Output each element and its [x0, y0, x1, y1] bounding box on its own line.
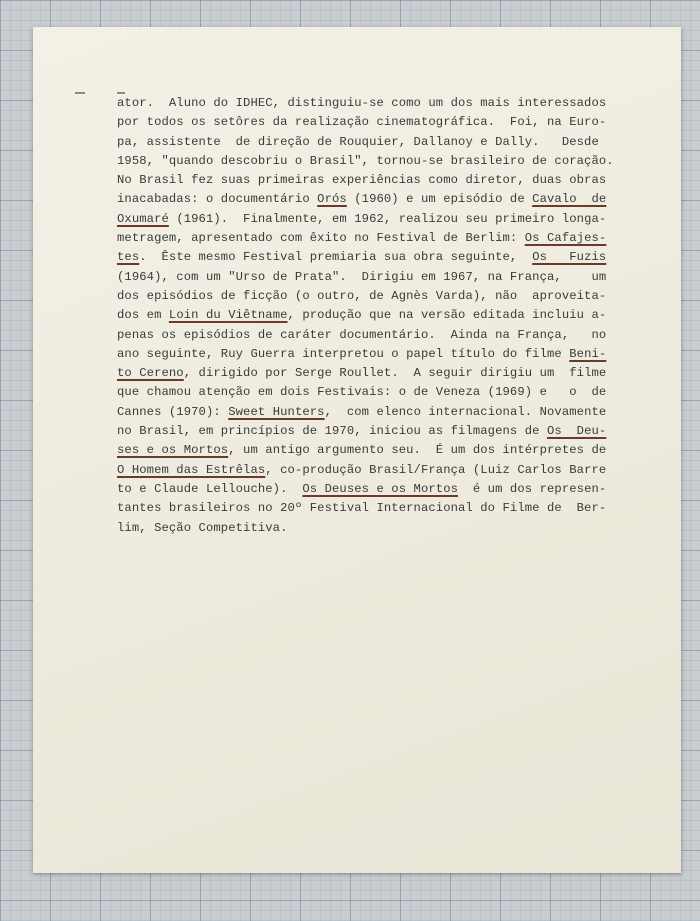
text-segment: , produção que na versão editada incluiu a-	[287, 308, 607, 323]
text-line	[117, 133, 637, 152]
text-line	[117, 403, 637, 422]
text-segment: , dirigido por Serge Roullet. A seguir dirigiu um filme	[183, 366, 607, 381]
paper-mark-left	[75, 92, 85, 94]
text-line	[117, 113, 637, 132]
underlined-title: Loin du Viêtname	[168, 308, 288, 323]
underlined-title: Orós	[317, 192, 347, 207]
text-segment: ano seguinte, Ruy Guerra interpretou o papel título do filme	[117, 346, 570, 361]
text-segment: metragem, apresentado com êxito no Festival de Berlim:	[117, 231, 525, 246]
text-segment: (1961). Finalmente, em 1962, realizou seu primeiro longa-	[168, 211, 607, 226]
text-segment: por todos os setôres da realização cinematográfica. Foi, na Euro-	[117, 115, 607, 130]
text-segment: inacabadas: o documentário	[117, 192, 318, 207]
text-line	[117, 441, 637, 460]
text-line	[117, 364, 637, 383]
text-segment: No Brasil fez suas primeiras experiências como diretor, duas obras	[117, 173, 607, 188]
underlined-title: Os Fuzis	[532, 250, 607, 265]
typed-text-body	[117, 94, 637, 538]
text-line	[117, 519, 637, 538]
text-segment: , um antigo argumento seu. É um dos intérpretes de	[228, 443, 607, 458]
underlined-title: Beni-	[569, 346, 607, 361]
underlined-title: Sweet Hunters	[228, 404, 325, 419]
text-segment: (1964), com um "Urso de Prata". Dirigiu em 1967, na França, um	[117, 269, 607, 284]
text-line	[117, 326, 637, 345]
text-segment: . Êste mesmo Festival premiaria sua obra seguinte,	[139, 250, 533, 265]
text-line	[117, 248, 637, 267]
text-line	[117, 171, 637, 190]
text-segment: penas os episódios de caráter documentário. Ainda na França, no	[117, 327, 607, 342]
text-segment: é um dos represen-	[458, 481, 607, 496]
underlined-title: tes	[117, 250, 140, 265]
text-segment: que chamou atenção em dois Festivais: o de Veneza (1969) e o de	[117, 385, 607, 400]
underlined-title: Os Deu-	[547, 424, 607, 439]
text-segment: dos episódios de ficção (o outro, de Agnès Varda), não aproveita-	[117, 288, 607, 303]
text-segment: to e Claude Lellouche).	[117, 481, 303, 496]
underlined-title: Os Deuses e os Mortos	[302, 481, 459, 496]
text-line	[117, 461, 637, 480]
text-segment: ator. Aluno do IDHEC, distinguiu-se como um dos mais interessados	[117, 96, 607, 110]
text-line	[117, 190, 637, 209]
text-segment: (1960) e um episódio de	[346, 192, 533, 207]
text-line	[117, 422, 637, 441]
text-line	[117, 229, 637, 248]
typed-page	[33, 27, 681, 873]
text-segment: , co-produção Brasil/França (Luiz Carlos Barre	[265, 462, 607, 477]
text-segment: dos em	[117, 308, 169, 323]
text-line	[117, 383, 637, 402]
text-segment: 1958, "quando descobriu o Brasil", tornou-se brasileiro de coração.	[117, 153, 614, 168]
text-segment: pa, assistente de direção de Rouquier, Dallanoy e Dally. Desde	[117, 134, 599, 149]
underlined-title: to Cereno	[117, 366, 184, 381]
underlined-title: ses e os Mortos	[117, 443, 229, 458]
text-segment: Cannes (1970):	[117, 404, 229, 419]
text-line	[117, 480, 637, 499]
text-line	[117, 268, 637, 287]
text-line	[117, 94, 637, 113]
text-line	[117, 152, 637, 171]
text-line	[117, 287, 637, 306]
text-line	[117, 345, 637, 364]
text-line	[117, 499, 637, 518]
text-line	[117, 306, 637, 325]
underlined-title: O Homem das Estrêlas	[117, 462, 266, 477]
underlined-title: Os Cafajes-	[524, 231, 607, 246]
text-segment: no Brasil, em princípios de 1970, iniciou as filmagens de	[117, 424, 547, 439]
text-line	[117, 210, 637, 229]
text-segment: tantes brasileiros no 20º Festival Internacional do Filme de Ber-	[117, 501, 607, 516]
text-segment: lim, Seção Competitiva.	[117, 520, 288, 535]
underlined-title: Oxumaré	[117, 211, 169, 226]
text-segment: , com elenco internacional. Novamente	[324, 404, 607, 419]
underlined-title: Cavalo de	[532, 192, 607, 207]
